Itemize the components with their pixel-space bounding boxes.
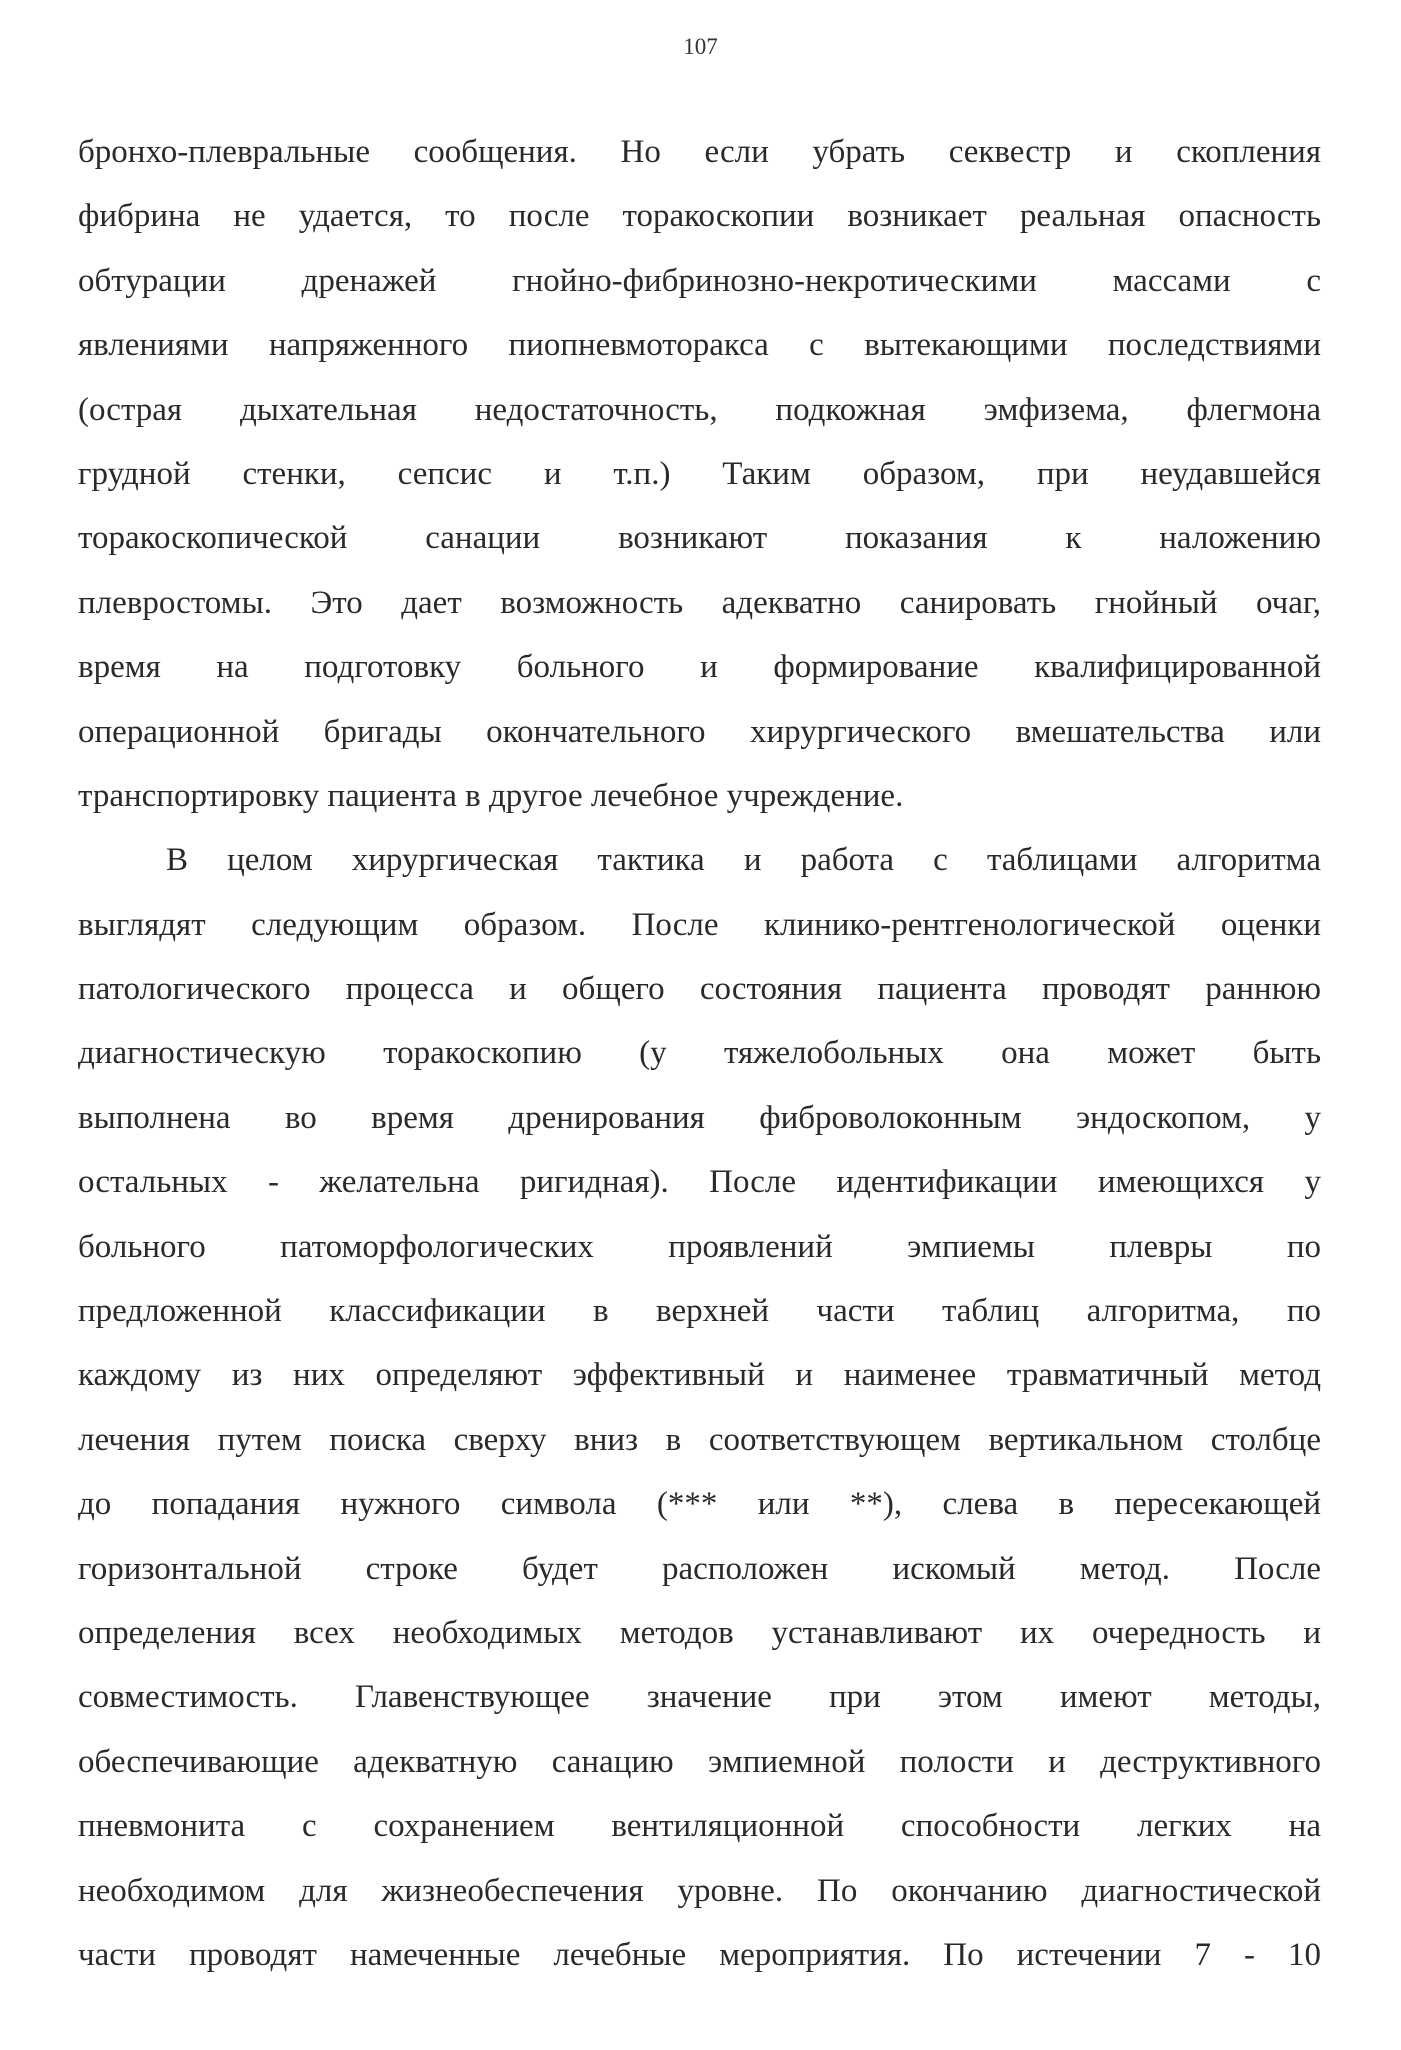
body-text [78,120,1321,1987]
text-line: предложенной классификации в верхней части таблиц алгоритма, по [78,1293,1321,1330]
text-line: обтурации дренажей гнойно-фибринозно-некротическими массами с [78,262,1321,299]
text-line: транспортировку пациента в другое лечебное учреждение. [78,777,904,814]
text-line: плевростомы. Это дает возможность адекватно санировать гнойный очаг, [78,584,1321,621]
page-number: 107 [683,34,718,59]
text-line: время на подготовку больного и формирование квалифицированной [78,649,1321,686]
text-line: совместимость. Главенствующее значение при этом имеют методы, [78,1679,1321,1716]
text-line: фибрина не удается, то после торакоскопии возникает реальная опасность [78,198,1321,235]
text-line: выглядят следующим образом. После клинико-рентгенологической оценки [78,906,1321,943]
text-line: горизонтальной строке будет расположен искомый метод. После [78,1550,1321,1587]
paragraph-1 [78,120,1321,828]
text-line: бронхо-плевральные сообщения. Но если убрать секвестр и скопления [78,134,1321,170]
text-line: остальных - желательна ригидная). После идентификации имеющихся у [78,1164,1321,1201]
text-line: части проводят намеченные лечебные мероприятия. По истечении 7 - 10 [78,1936,1321,1973]
text-line: операционной бригады окончательного хирургического вмешательства или [78,713,1321,750]
text-line: В целом хирургическая тактика и работа с таблицами алгоритма [166,842,1321,879]
text-line: необходимом для жизнеобеспечения уровне. По окончанию диагностической [78,1872,1321,1909]
text-line: грудной стенки, сепсис и т.п.) Таким образом, при неудавшейся [78,455,1321,492]
text-line: каждому из них определяют эффективный и наименее травматичный метод [78,1357,1321,1394]
text-line: определения всех необходимых методов устанавливают их очередность и [78,1614,1321,1651]
text-line: (острая дыхательная недостаточность, подкожная эмфизема, флегмона [78,391,1321,428]
text-line: обеспечивающие адекватную санацию эмпиемной полости и деструктивного [78,1743,1321,1780]
text-line: до попадания нужного символа (*** или **), слева в пересекающей [78,1486,1321,1523]
text-line: больного патоморфологических проявлений эмпиемы плевры по [78,1228,1321,1265]
text-line: пневмонита с сохранением вентиляционной способности легких на [78,1808,1321,1845]
text-line: выполнена во время дренирования фиброволоконным эндоскопом, у [78,1099,1321,1136]
text-line: торакоскопической санации возникают показания к наложению [78,520,1321,557]
text-line: патологического процесса и общего состояния пациента проводят раннюю [78,971,1321,1008]
text-line: лечения путем поиска сверху вниз в соответствующем вертикальном столбце [78,1421,1321,1458]
text-line: явлениями напряженного пиопневмоторакса с вытекающими последствиями [78,327,1321,364]
text-line: диагностическую торакоскопию (у тяжелобольных она может быть [78,1035,1321,1072]
paragraph-2 [78,828,1321,1987]
